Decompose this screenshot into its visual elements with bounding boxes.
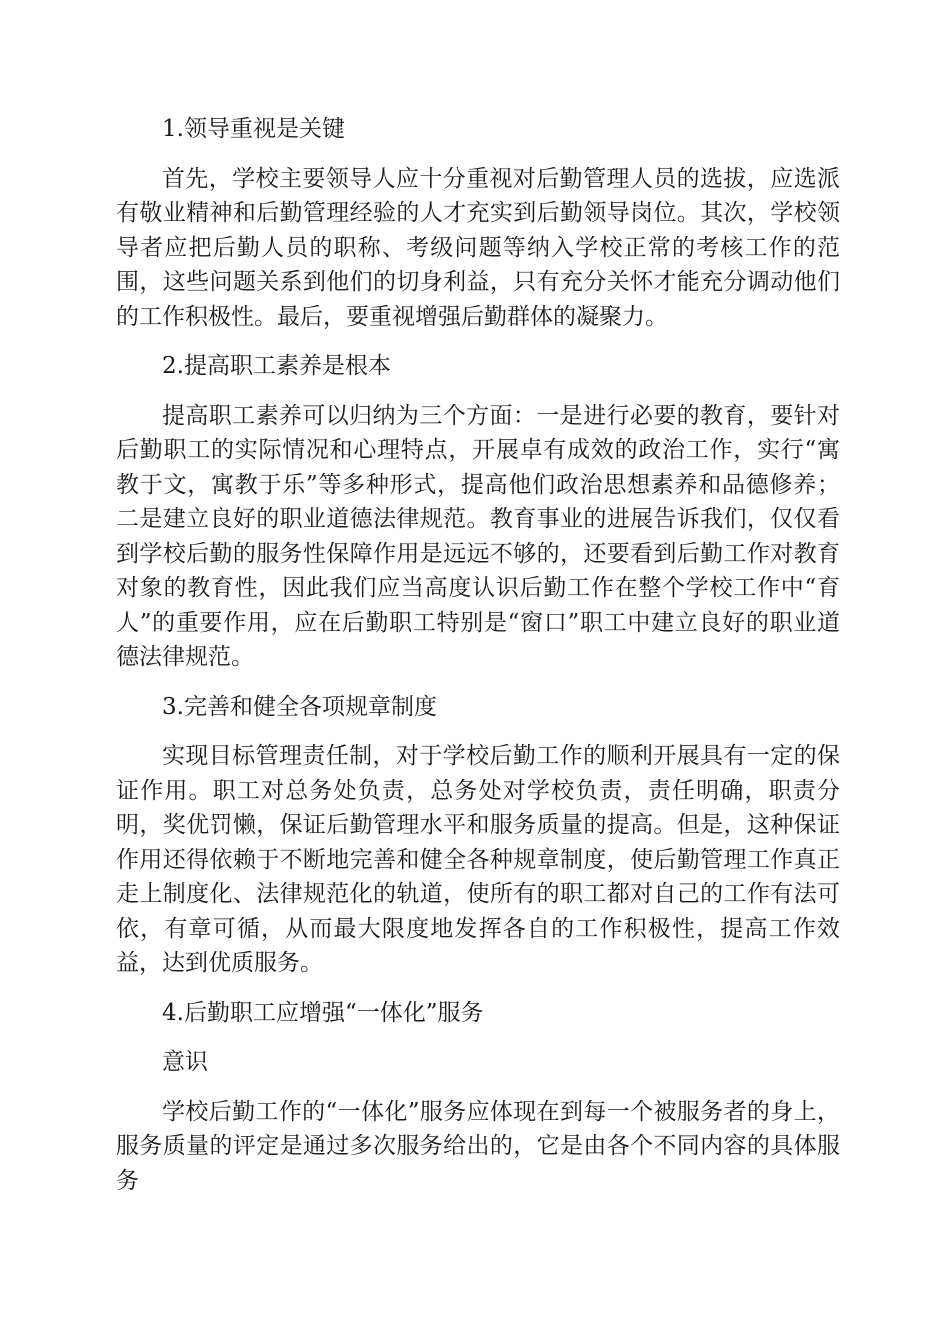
document-body bbox=[116, 112, 840, 1213]
section-3-paragraph-1: 实现目标管理责任制，对于学校后勤工作的顺利开展具有一定的保证作用。职工对总务处负责，总务处对学校负责，责任明确，职责分明，奖优罚懒，保证后勤管理水平和服务质量的提高。但是，这种保证作用还得依赖于不断地完善和健全各种规章制度，使后勤管理工作真正走上制度化、法律规范化的轨道，使所有的职工都对自己的工作有法可依，有章可循，从而最大限度地发挥各自的工作积极性，提高工作效益，达到优质服务。 bbox=[116, 743, 840, 976]
section-heading-1: 1.领导重视是关键 bbox=[162, 116, 345, 142]
section-1-paragraph-1: 首先，学校主要领导人应十分重视对后勤管理人员的选拔，应选派有敬业精神和后勤管理经验的人才充实到后勤领导岗位。其次，学校领导者应把后勤人员的职称、考级问题等纳入学校正常的考核工作的范围，这些问题关系到他们的切身利益，只有充分关怀才能充分调动他们的工作积极性。最后，要重视增强后勤群体的凝聚力。 bbox=[116, 165, 840, 330]
section-4-heading-continuation: 意识 bbox=[162, 1049, 208, 1075]
section-heading-4: 4.后勤职工应增强“一体化”服务 bbox=[162, 999, 484, 1026]
section-heading-2: 2.提高职工素养是根本 bbox=[162, 353, 391, 379]
section-heading-3: 3.完善和健全各项规章制度 bbox=[162, 693, 437, 720]
section-2-paragraph-1: 提高职工素养可以归纳为三个方面：一是进行必要的教育，要针对后勤职工的实际情况和心理特点，开展卓有成效的政治工作，实行“寓教于文，寓教于乐”等多种形式，提高他们政治思想素养和品德修养；二是建立良好的职业道德法律规范。教育事业的进展告诉我们，仅仅看到学校后勤的服务性保障作用是远远不够的，还要看到后勤工作对教育对象的教育性，因此我们应当高度认识后勤工作在整个学校工作中“育人”的重要作用，应在后勤职工特别是“窗口”职工中建立良好的职业道德法律规范。 bbox=[116, 402, 840, 670]
section-4-paragraph-1: 学校后勤工作的“一体化”服务应体现在到每一个被服务者的身上，服务质量的评定是通过多次服务给出的，它是由各个不同内容的具体服务 bbox=[116, 1098, 840, 1194]
